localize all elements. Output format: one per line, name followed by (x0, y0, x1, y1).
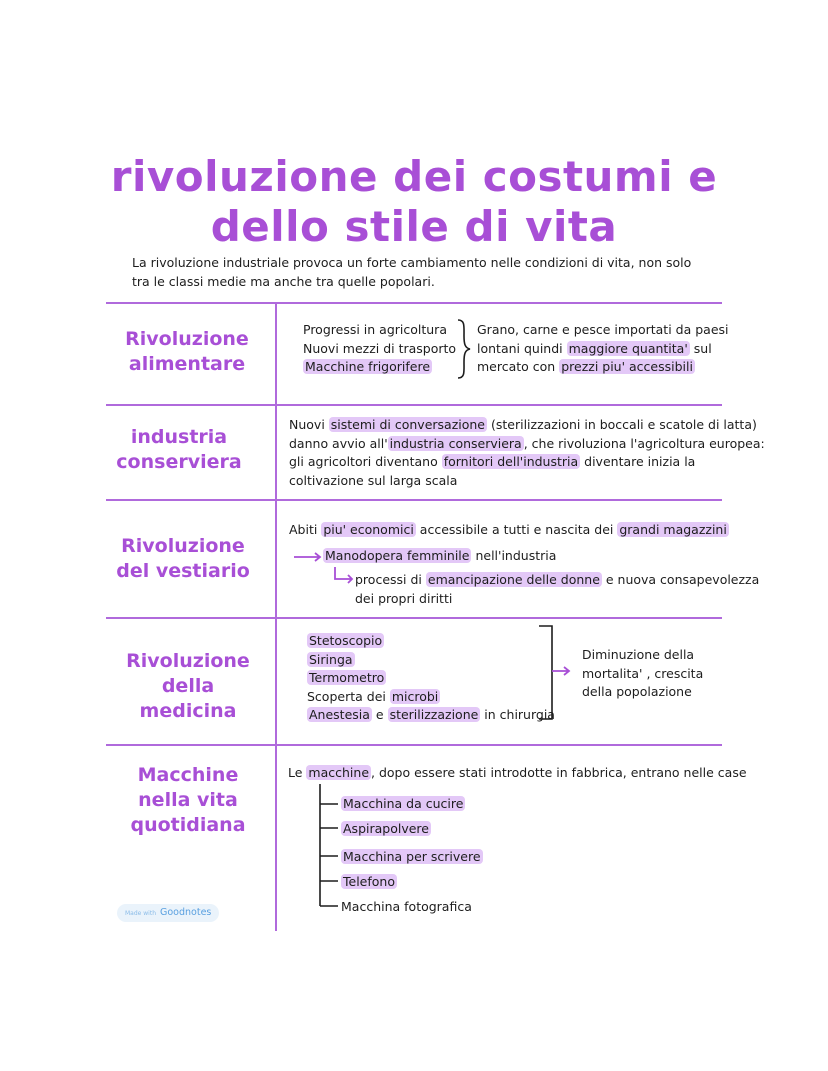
highlight: sistemi di conversazione (330, 417, 485, 432)
vestiario-line-2 (323, 547, 556, 566)
medicina-list (307, 632, 555, 725)
highlight: Termometro (309, 670, 385, 685)
section-title-line: quotidiana (130, 814, 246, 836)
text: Le (288, 765, 307, 780)
alimentare-result (477, 321, 729, 377)
result-line: della popolazione (582, 684, 692, 699)
highlight: Telefono (343, 874, 395, 889)
highlight: Siringa (309, 651, 353, 667)
text: processi di (355, 572, 426, 587)
text: accessibile a tutti e nascita dei (415, 522, 618, 537)
macchine-item (341, 848, 483, 867)
text: e (371, 707, 388, 722)
divider-3 (106, 617, 722, 619)
result-line: Grano, carne e pesce importati da paesi (477, 322, 729, 337)
text: mercato con (477, 359, 560, 374)
highlight: Macchine frigorifere (305, 359, 431, 374)
section-title-medicina (112, 649, 264, 724)
arrow-right-icon (293, 550, 323, 564)
medicina-result (582, 646, 703, 702)
section-title-line: della medicina (139, 675, 237, 722)
result-line: mortalita' , crescita (582, 665, 704, 681)
text: (sterilizzazioni in boccali e scatole di latta) (487, 417, 757, 432)
highlight: Aspirapolvere (343, 821, 429, 836)
text: , che rivoluziona l'agricoltura europea: (523, 435, 765, 451)
goodnotes-badge (117, 904, 219, 922)
list-item (307, 669, 555, 688)
section-title-line: nella vita (138, 789, 238, 811)
section-title-vestiario (108, 534, 258, 584)
section-title-line: Macchine (137, 764, 239, 786)
result-line (477, 340, 729, 359)
highlight: industria conserviera (389, 435, 522, 451)
text: Abiti (289, 522, 322, 537)
section-title-alimentare (112, 327, 262, 377)
highlight: Manodopera femminile (325, 548, 470, 563)
divider-top (106, 302, 722, 304)
divider-2 (106, 499, 722, 501)
text-line (289, 416, 765, 435)
text: Nuovi (289, 417, 329, 432)
section-title-line: Rivoluzione (125, 328, 249, 350)
text-line: coltivazione sul larga scala (289, 472, 458, 488)
conserviera-text (289, 416, 765, 490)
highlight: Macchina per scrivere (343, 849, 481, 864)
text-line (289, 453, 765, 472)
page-title-line-2: dello stile di vita (210, 202, 618, 251)
section-title-conserviera (104, 425, 254, 475)
highlight: piu' economici (323, 522, 414, 537)
curly-brace-icon (455, 318, 473, 380)
page-title-line-1: rivoluzione dei costumi e (110, 152, 718, 201)
section-title-line: alimentare (128, 353, 246, 375)
list-item: Nuovi mezzi di trasporto (303, 340, 457, 356)
list-item (307, 688, 555, 707)
alimentare-list (303, 321, 456, 377)
vestiario-line-3 (355, 571, 759, 608)
macchine-intro (288, 764, 747, 783)
result-line (477, 358, 729, 377)
list-item: Progressi in agricoltura (303, 322, 447, 337)
text-line: dei propri diritti (355, 590, 453, 606)
text: nell'industria (471, 548, 557, 563)
section-title-line: del vestiario (116, 560, 250, 582)
text: gli agricoltori diventano (289, 454, 442, 469)
text-line (289, 435, 765, 454)
result-line: Diminuzione della (582, 647, 695, 662)
section-title-line: industria (130, 426, 228, 448)
tree-connector-icon (318, 782, 342, 910)
divider-1 (106, 404, 722, 406)
list-item (307, 706, 555, 725)
badge-brand: Goodnotes (160, 907, 212, 918)
bracket-arrow-icon (538, 624, 574, 722)
macchine-item: Macchina fotografica (341, 899, 472, 914)
highlight: macchine (308, 765, 370, 780)
highlight: grandi magazzini (619, 522, 727, 537)
badge-small-text: Made with (125, 910, 156, 917)
highlight: fornitori dell'industria (443, 454, 579, 469)
column-divider (275, 303, 277, 931)
section-title-line: Rivoluzione (121, 535, 245, 557)
text: diventare inizia la (580, 454, 696, 469)
intro-paragraph: La rivoluzione industriale provoca un forte cambiamento nelle condizioni di vita, non solo tra le classi medie ma anche tra quelle popolari. (132, 255, 692, 289)
list-item (307, 632, 555, 651)
text: e nuova consapevolezza (601, 572, 760, 587)
text-line (355, 571, 759, 590)
macchine-item (341, 795, 465, 814)
highlight: Macchina da cucire (343, 796, 464, 811)
text: lontani quindi (477, 340, 567, 356)
macchine-item (341, 873, 397, 892)
macchine-item (341, 820, 431, 839)
highlight: maggiore quantita' (568, 340, 688, 356)
highlight: Stetoscopio (309, 633, 383, 648)
section-title-macchine (113, 763, 263, 838)
highlight: sterilizzazione (389, 707, 479, 722)
divider-4 (106, 744, 722, 746)
arrow-hook-icon (333, 566, 355, 586)
vestiario-line-1 (289, 521, 729, 540)
highlight: microbi (391, 688, 439, 704)
text: , dopo essere stati introdotte in fabbrica, entrano nelle case (371, 765, 747, 780)
list-item (307, 651, 555, 670)
section-title-line: Rivoluzione (126, 650, 250, 672)
text: sul (689, 340, 712, 356)
list-item (303, 358, 456, 377)
text: Scoperta dei (307, 688, 390, 704)
highlight: emancipazione delle donne (427, 572, 600, 587)
text: in chirurgia (480, 707, 555, 722)
text: danno avvio all' (289, 435, 388, 451)
highlight: prezzi piu' accessibili (561, 359, 693, 374)
highlight: Anestesia (309, 707, 370, 722)
section-title-line: conserviera (116, 451, 242, 473)
